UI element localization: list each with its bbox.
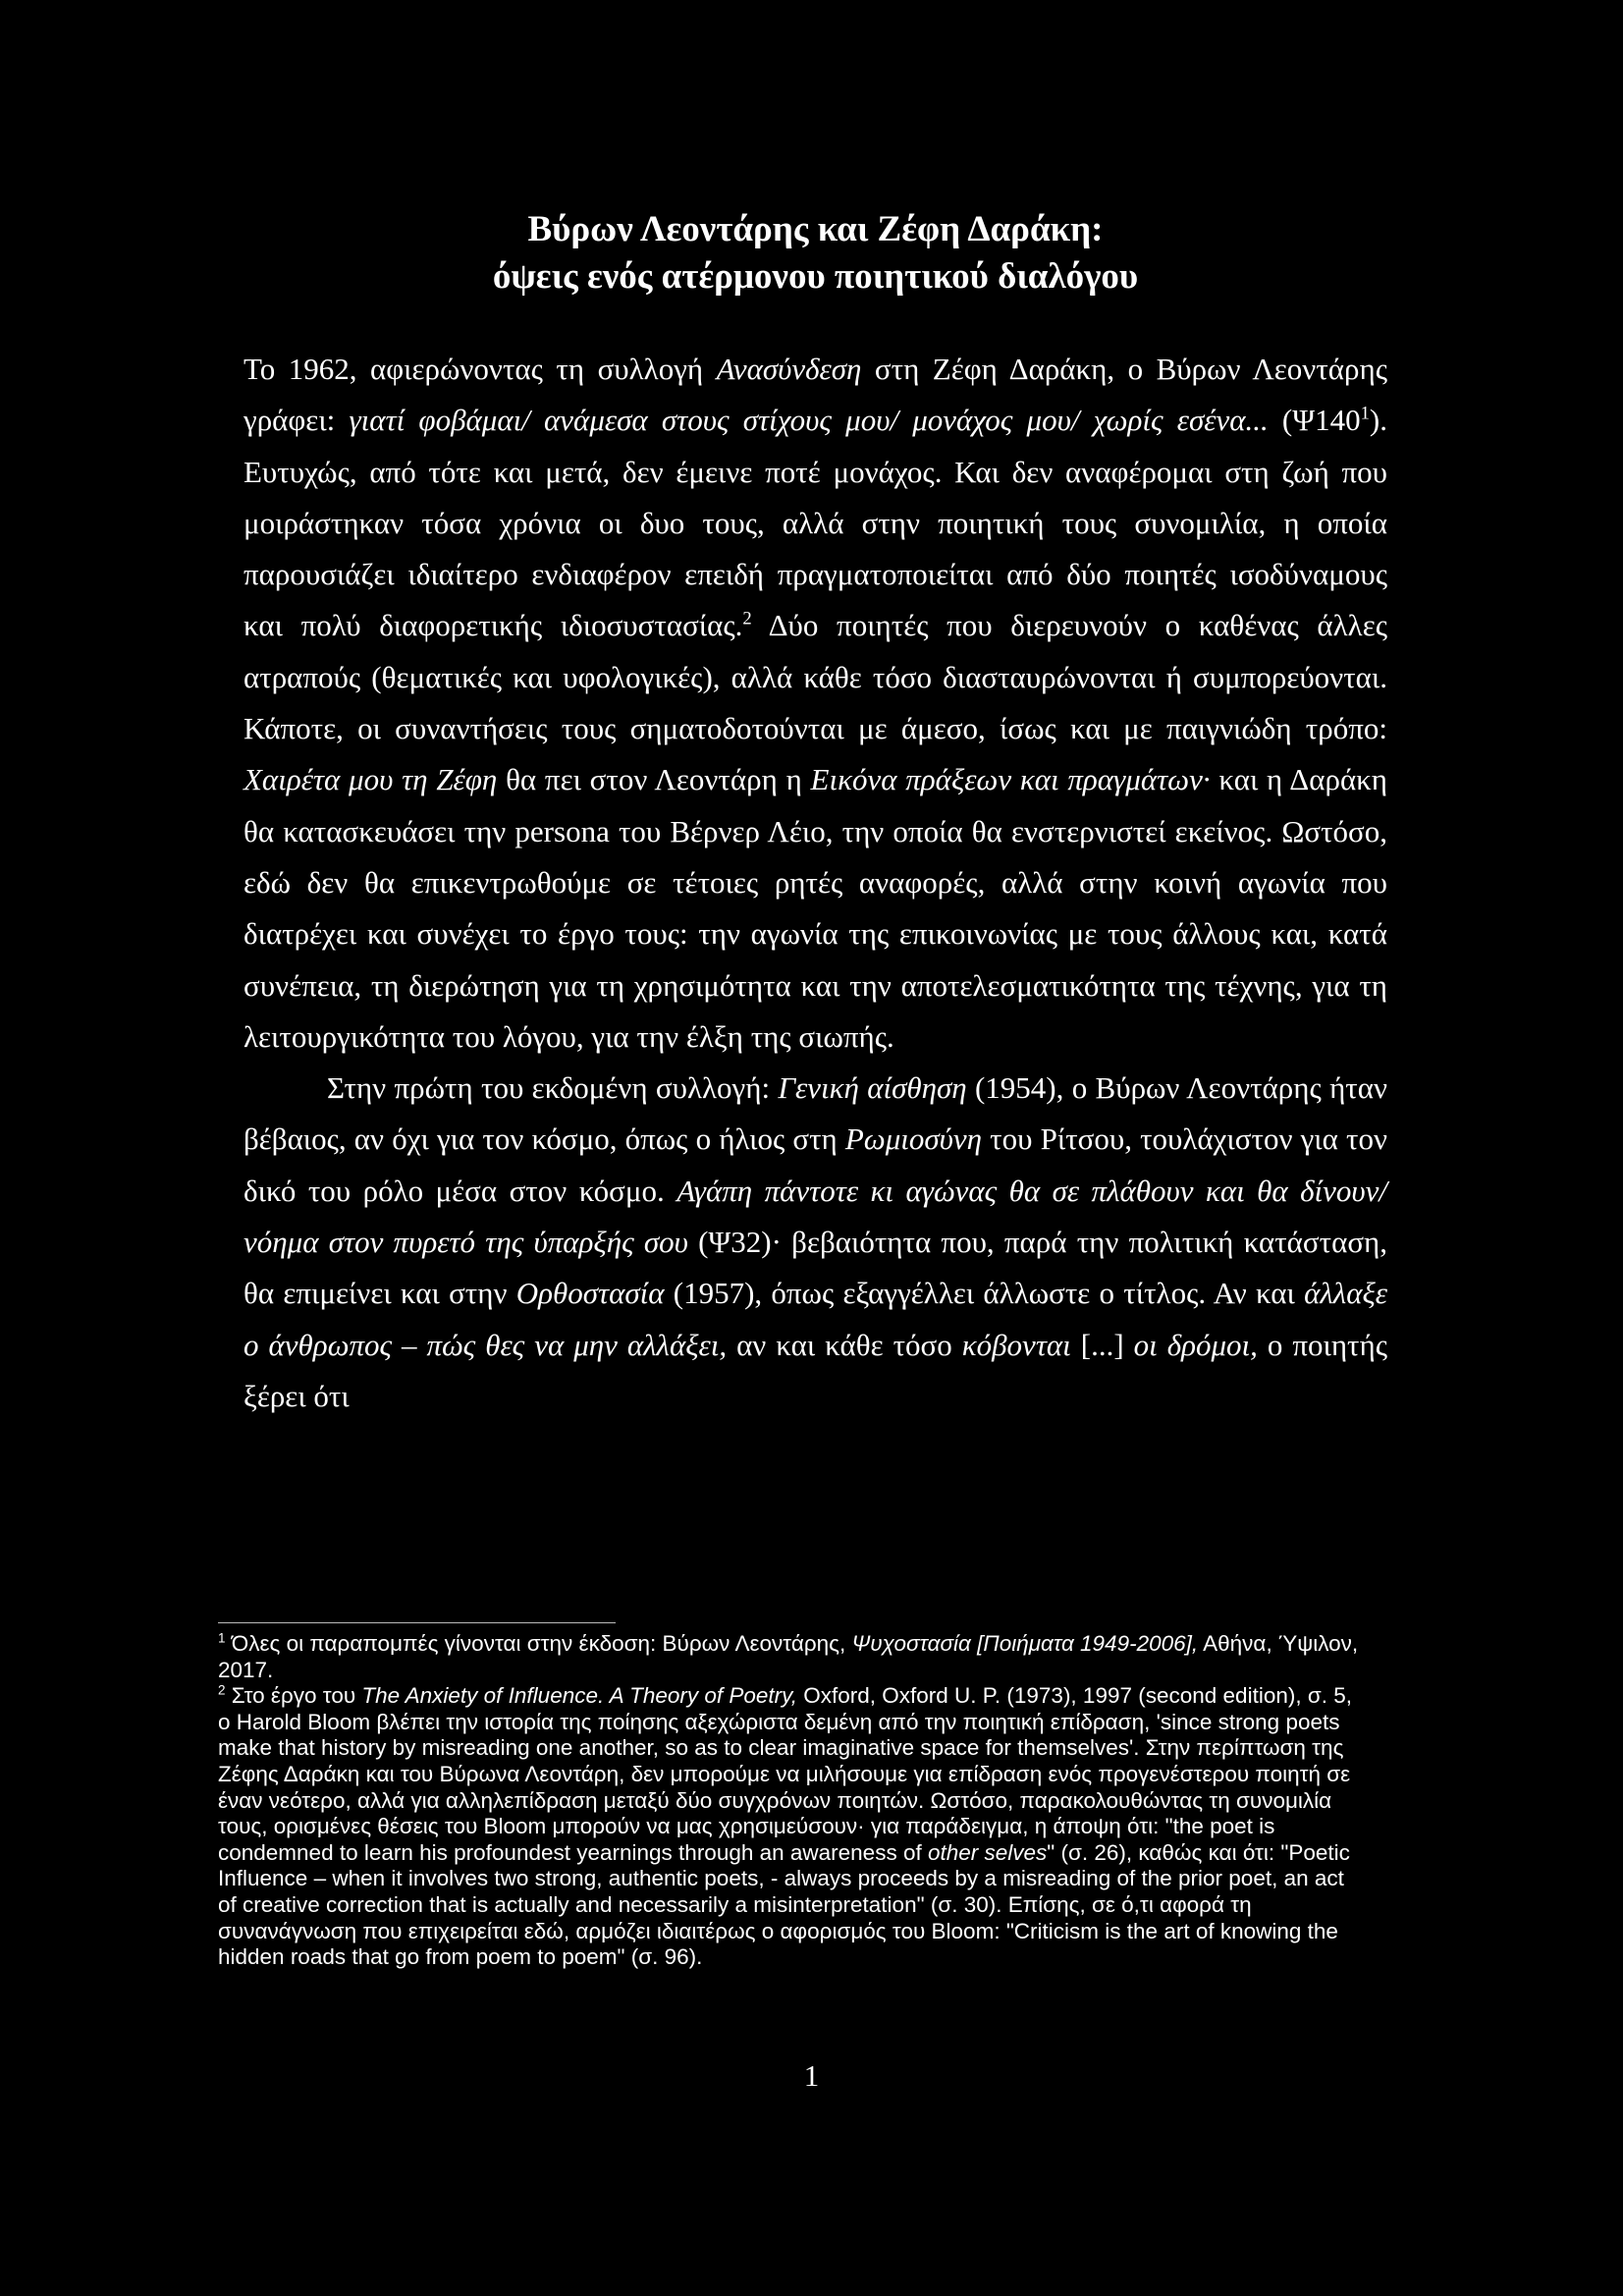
p1-text-c: στη Ζέφη Δαράκη, ο Βύρων Λεοντάρης γράφει: [243,352,1387,438]
footnote-1 [218,1631,1367,1683]
fn1-text-a: Όλες οι παραπομπές γίνονται στην έκδοση: Βύρων Λεοντάρης, [225,1631,852,1656]
title-line-1: Βύρων Λεοντάρης και Ζέφη Δαράκη: [527,209,1104,249]
p2-italic-j: άλλαξε ο άνθρωπος – πώς θες να μην αλλάξει, [243,1276,1387,1362]
p2-italic-b: Γενική αίσθηση [778,1070,967,1106]
paragraph-2 [243,1063,1387,1422]
fn2-text-e: " (σ. 26), καθώς και ότι: "Poetic Influence – when it involves two strong, authentic poets, - always proceeds by a misreading of the prior poet, an act of creative correction that is actually and necessarily a misinterpretation" (σ. 30). Επίσης, σε ό,τι αφορά τη συνανάγνωση που επιχειρείται εδώ, αρμόζει ιδιαιτέρως ο αφορισμός του Bloom: "Criticism is the art of knowing the hidden roads that go from poem to poem" (σ. 96). [218,1839,1350,1970]
p1-text-g: Δύο ποιητές που διερευνούν ο καθένας άλλες ατραπούς (θεματικές και υφολογικές), αλλά κάθε τόσο διασταυρώνονται ή συμπορεύονται. Κάποτε, οι συναντήσεις τους σηματοδοτούνται με άμεσο, ίσως και με παιγνιώδη τρόπο: [243,608,1387,746]
p2-text-c: (1954), ο Βύρων Λεοντάρης ήταν βέβαιος, αν όχι για τον κόσμο, όπως ο ήλιος στη [243,1070,1387,1157]
p2-italic-n: οι δρόμοι, [1133,1327,1258,1362]
footnote-1-number: 1 [218,1630,226,1646]
p2-italic-h: Ορθοστασία [515,1276,665,1311]
p2-text-m: [...] [1070,1327,1134,1362]
p2-text-e: του Ρίτσου, τουλάχιστον για τον δικό του ρόλο μέσα στον κόσμο. [243,1121,1387,1208]
fn2-italic-b: The Anxiety of Influence. A Theory of Poetry, [361,1683,797,1709]
footnotes [218,1622,1367,1971]
footnote-2-number: 2 [218,1682,226,1698]
p1-text-k: και η Δαράκη θα κατασκευάσει την persona του Βέρνερ Λέιο, την οποία θα ενστερνιστεί εκείνος. Ωστόσο, εδώ δεν θα επικεντρωθούμε σε τέτοιες ρητές αναφορές, αλλά στην κοινή αγωνία που διατρέχει και συνέχει το έργο τους: την αγωνία της επικοινωνίας με τους άλλους και, κατά συνέπεια, τη διερώτηση για τη χρησιμότητα και την αποτελεσματικότητα της τέχνης, για τη λειτουργικότητα του λόγου, για την έλξη της σιωπής. [243,762,1388,1054]
p2-italic-f: Αγάπη πάντοτε κι αγώνας θα σε πλάθουν και θα δίνουν/ νόημα στον πυρετό της ύπαρξής σου [243,1173,1387,1260]
title-line-2: όψεις ενός ατέρμονου ποιητικού διαλόγου [492,256,1139,297]
p2-italic-d: Ρωμιοσύνη [844,1121,983,1157]
p2-text-i: (1957), όπως εξαγγέλλει άλλωστε ο τίτλος. Αν και [664,1276,1305,1311]
p1-italic-j: Εικόνα πράξεων και πραγμάτων· [810,762,1211,797]
page-number: 1 [803,2058,820,2093]
p1-text-a: Το 1962, αφιερώνοντας τη συλλογή [243,352,717,386]
footnote-ref-1: 1 [1360,403,1370,424]
p1-italic-d: γιατί φοβάμαι/ ανάμεσα στους στίχους μου/ μονάχος μου/ χωρίς εσένα... [349,403,1269,438]
footnote-ref-2: 2 [742,609,752,630]
page-title [243,206,1387,301]
fn1-text-c: Αθήνα, Ύψιλον, 2017. [218,1631,1359,1682]
fn2-text-c: Oxford, Oxford U. P. (1973), 1997 (second edition), σ. 5, ο Harold Bloom βλέπει την ιστορία της ποίησης αξεχώριστα δεμένη από την ποιητική επίδραση, 'since strong poets make that history by misreading one another, so as to clear imaginative space for themselves'. Στην περίπτωση της Ζέφης Δαράκη και του Βύρωνα Λεοντάρη, δεν μπορούμε να μιλήσουμε για επίδραση ενός προγενέστερου ποιητή σε έναν νεότερο, αλλά για αλληλεπίδραση μεταξύ δύο συγχρόνων ποιητών. Ωστόσο, παρακολουθώντας τη συνομιλία τους, ορισμένες θέσεις του Bloom μπορούν να μας χρησιμεύσουν· για παράδειγμα, η άποψη ότι: "the poet is condemned to learn his profoundest yearnings through an awareness of [218,1683,1352,1865]
paragraph-1 [243,344,1387,1063]
p1-italic-h: Χαιρέτα μου τη Ζέφη [243,762,498,797]
p1-italic-b: Ανασύνδεση [716,352,862,386]
p2-text-g: (Ψ32)· βεβαιότητα που, παρά την πολιτική κατάσταση, θα επιμείνει και στην [243,1225,1387,1311]
document-page [243,206,1387,1422]
p2-text-o: ο ποιητής ξέρει ότι [243,1327,1387,1413]
p2-text-k: αν και κάθε τόσο [727,1327,962,1362]
p2-italic-l: κόβονται [961,1327,1071,1362]
fn2-text-a: Στο έργο του [225,1683,362,1709]
p1-text-i: θα πει στον Λεοντάρη η [497,762,811,797]
footnote-2 [218,1683,1367,1971]
footnote-divider [218,1622,616,1623]
p2-text-a: Στην πρώτη του εκδομένη συλλογή: [327,1070,779,1106]
p1-text-e: (Ψ140 [1268,403,1361,438]
fn1-italic-b: Ψυχοστασία [Ποιήματα 1949-2006], [851,1631,1199,1656]
fn2-italic-d: other selves [927,1839,1048,1865]
p1-text-f: ). Ευτυχώς, από τότε και μετά, δεν έμεινε ποτέ μονάχος. Και δεν αναφέρομαι στη ζωή που μοιράστηκαν τόσα χρόνια οι δυο τους, αλλά στην ποιητική τους συνομιλία, η οποία παρουσιάζει ιδιαίτερο ενδιαφέρον επειδή πραγματοποιείται από δύο ποιητές ισοδύναμους και πολύ διαφορετικής ιδιοσυστασίας. [243,403,1387,643]
